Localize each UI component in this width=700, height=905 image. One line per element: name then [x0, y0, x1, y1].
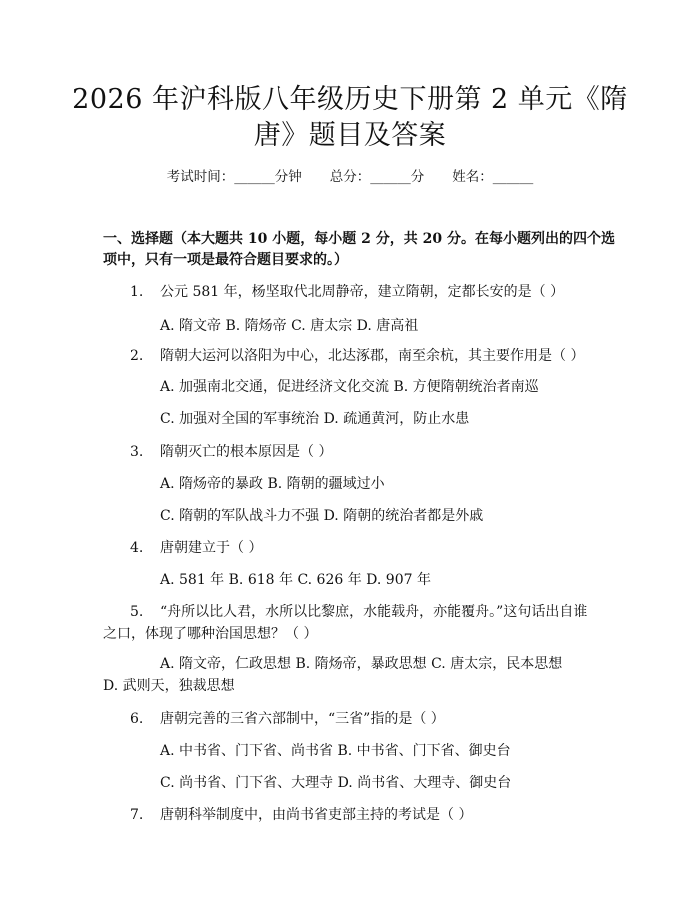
question-number: 6. — [130, 711, 144, 727]
question-3 — [130, 442, 332, 462]
question-text: 唐朝建立于（ ） — [160, 540, 263, 556]
question-3-options-row-2: C. 隋朝的军队战斗力不强 D. 隋朝的统治者都是外戚 — [160, 508, 484, 524]
section-heading-line-1: 一、选择题（本大题共 10 小题，每小题 2 分，共 20 分。在每小题列出的四个选 — [103, 231, 615, 247]
question-6-options-row-1: A. 中书省、门下省、尚书省 B. 中书省、门下省、御史台 — [160, 743, 511, 759]
question-number: 7. — [130, 807, 144, 823]
question-6-options-row-2: C. 尚书省、门下省、大理寺 D. 尚书省、大理寺、御史台 — [160, 775, 512, 791]
question-3-options-row-1: A. 隋炀帝的暴政 B. 隋朝的疆域过小 — [160, 476, 385, 492]
question-text: 唐朝科举制度中，由尚书省吏部主持的考试是（ ） — [160, 807, 473, 823]
exam-title-line-2: 唐》题目及答案 — [253, 120, 447, 151]
question-5 — [130, 602, 587, 622]
question-7 — [130, 805, 472, 825]
question-5-options-row-2: D. 武则天，独裁思想 — [103, 678, 235, 694]
total-score-field: 总分：______分 — [329, 169, 425, 185]
question-number: 3. — [130, 444, 144, 460]
question-5-options-row-1: A. 隋文帝，仁政思想 B. 隋炀帝，暴政思想 C. 唐太宗，民本思想 — [160, 656, 563, 672]
question-text: 公元 581 年，杨坚取代北周静帝，建立隋朝，定都长安的是（ ） — [160, 284, 565, 300]
exam-meta — [0, 168, 700, 186]
question-number: 4. — [130, 540, 144, 556]
question-6 — [130, 709, 445, 729]
question-2 — [130, 346, 584, 366]
question-text: 唐朝完善的三省六部制中，“三省”指的是（ ） — [160, 711, 445, 727]
question-text: 隋朝灭亡的根本原因是（ ） — [160, 444, 333, 460]
question-2-options-row-2: C. 加强对全国的军事统治 D. 疏通黄河，防止水患 — [160, 411, 470, 427]
question-text: “舟所以比人君，水所以比黎庶，水能载舟，亦能覆舟。”这句话出自谁 — [160, 604, 588, 620]
question-1-options: A. 隋文帝 B. 隋炀帝 C. 唐太宗 D. 唐高祖 — [160, 318, 419, 334]
exam-time-field: 考试时间：______分钟 — [166, 169, 302, 185]
question-text: 隋朝大运河以洛阳为中心，北达涿郡，南至余杭，其主要作用是（ ） — [160, 348, 585, 364]
question-number: 1. — [130, 284, 144, 300]
question-2-options-row-1: A. 加强南北交通，促进经济文化交流 B. 方便隋朝统治者南巡 — [160, 379, 539, 395]
exam-title-line-1: 2026 年沪科版八年级历史下册第 2 单元《隋 — [72, 84, 628, 115]
question-1 — [130, 282, 564, 302]
section-heading-line-2: 项中，只有一项是最符合题目要求的。） — [103, 252, 348, 268]
student-name-field: 姓名：______ — [452, 169, 534, 185]
question-4-options: A. 581 年 B. 618 年 C. 626 年 D. 907 年 — [160, 572, 431, 588]
question-4 — [130, 538, 262, 558]
question-5-text-continued: 之口，体现了哪种治国思想？（ ） — [103, 626, 318, 642]
question-number: 5. — [130, 604, 144, 620]
question-number: 2. — [130, 348, 144, 364]
